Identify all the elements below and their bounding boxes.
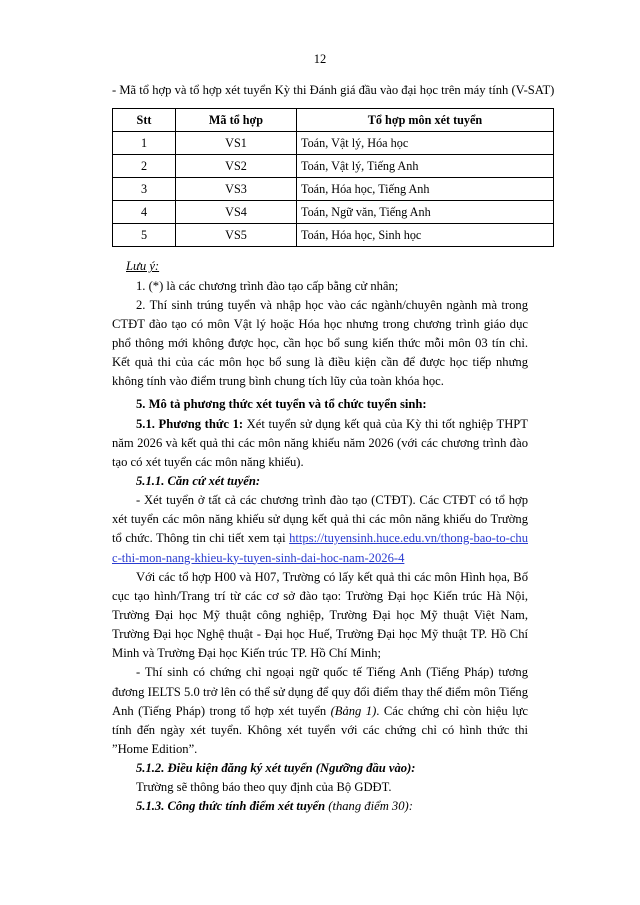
cell-subjects: Toán, Vật lý, Hóa học — [297, 132, 554, 155]
section-511-heading: 5.1.1. Căn cứ xét tuyển: — [136, 473, 261, 488]
section-511-text-c2: . Các chứng chỉ còn hiệu lực tính đến ngày xét tuyển. Không xét tuyển với các chứng chỉ có hình thức thi ”Home Edition”. — [112, 703, 529, 756]
section-5-heading: 5. Mô tả phương thức xét tuyển và tổ chức tuyển sinh: — [136, 397, 427, 412]
cell-subjects: Toán, Hóa học, Sinh học — [297, 224, 554, 247]
cell-stt: 2 — [113, 155, 176, 178]
notes-label-par — [112, 257, 528, 276]
table-header-row — [113, 109, 554, 132]
page-number: 12 — [313, 52, 327, 66]
table-row — [113, 224, 554, 247]
method-1-text: Xét tuyển sử dụng kết quả của Kỳ thi tốt nghiệp THPT năm 2026 và kết quả thi các môn năng khiếu năm 2026 (với các chương trình đào tạo có xét tuyển các môn năng khiếu). — [112, 416, 528, 469]
cell-subjects: Toán, Vật lý, Tiếng Anh — [297, 155, 554, 178]
column-header-stt: Stt — [113, 109, 176, 132]
method-1-paragraph — [112, 415, 528, 472]
cell-subjects: Toán, Hóa học, Tiếng Anh — [297, 178, 554, 201]
method-1-label: 5.1. Phương thức 1: — [136, 416, 244, 431]
section-512-heading: 5.1.2. Điều kiện đăng ký xét tuyển (Ngưỡng đầu vào): — [136, 761, 416, 776]
cell-stt: 5 — [113, 224, 176, 247]
cell-code: VS1 — [176, 132, 297, 155]
table-row — [113, 178, 554, 201]
cell-code: VS3 — [176, 178, 297, 201]
section-513-title: 5.1.3. Công thức tính điểm xét tuyển — [136, 799, 326, 814]
table-row — [113, 132, 554, 155]
note-item-1: 1. (*) là các chương trình đào tạo cấp bằng cử nhân; — [136, 278, 399, 293]
intro-line: - Mã tổ hợp và tổ hợp xét tuyển Kỳ thi Đánh giá đầu vào đại học trên máy tính (V-SAT) — [112, 83, 555, 97]
cell-subjects: Toán, Ngữ văn, Tiếng Anh — [297, 201, 554, 224]
table-row — [113, 155, 554, 178]
cell-stt: 3 — [113, 178, 176, 201]
note-item-2: 2. Thí sinh trúng tuyển và nhập học vào các ngành/chuyên ngành mà trong CTĐT đào tạo có môn Vật lý hoặc Hóa học nhưng trong chương trình giáo dục phổ thông mới không được học, cần học bổ sung kiến thức mỗi môn 03 tín chỉ. Kết quả thi của các môn học bổ sung là điều kiện cần để được học tiếp nhưng không tính vào điểm trung bình chung tích lũy của toàn khóa học. — [112, 297, 528, 389]
section-511-paragraph-c — [112, 663, 528, 759]
section-513-heading — [112, 797, 528, 816]
section-512-paragraph: Trường sẽ thông báo theo quy định của Bộ GDĐT. — [136, 780, 392, 795]
cell-code: VS4 — [176, 201, 297, 224]
cell-code: VS2 — [176, 155, 297, 178]
column-header-subjects: Tổ hợp môn xét tuyển — [297, 109, 554, 132]
column-header-code: Mã tổ hợp — [176, 109, 297, 132]
notes-label: Lưu ý: — [126, 259, 160, 274]
admission-info-link[interactable]: https://tuyensinh.huce.edu.vn/thong-bao-to-chuc-thi-mon-nang-khieu-ky-tuyen-sinh-dai-hoc-nam-2026-4 — [112, 531, 528, 565]
table-row — [113, 201, 554, 224]
cell-code: VS5 — [176, 224, 297, 247]
section-513-scale: (thang điểm 30): — [325, 799, 413, 814]
section-511-paragraph-b: Với các tổ hợp H00 và H07, Trường có lấy kết quả thi các môn Hình họa, Bố cục tạo hình/Trang trí từ các cơ sở đào tạo: Trường Đại học Kiến trúc Hà Nội, Trường Đại học Mỹ thuật công nghiệp, Trường Đại học Mỹ thuật Việt Nam, Trường Đại học Nghệ thuật - Đại học Huế, Trường Đại học Mỹ thuật TP. Hồ Chí Minh và Trường Đại học Kiến trúc TP. Hồ Chí Minh; — [112, 569, 528, 661]
section-511-text-c1: - Thí sinh có chứng chỉ ngoại ngữ quốc tế Tiếng Anh (Tiếng Pháp) tương đương IELTS 5.0 trở lên có thể sử dụng để quy đổi điểm thay thế điểm môn Tiếng Anh (Tiếng Pháp) trong tổ hợp xét tuyển — [112, 665, 528, 718]
cell-stt: 1 — [113, 132, 176, 155]
combination-table — [112, 108, 554, 247]
table-reference: (Bảng 1) — [330, 703, 377, 718]
section-511-text-a: - Xét tuyển ở tất cả các chương trình đào tạo (CTĐT). Các CTĐT có tổ hợp xét tuyển các môn năng khiếu sử dụng kết quả thi các môn năng khiếu do Trường tổ chức. Thông tin chi tiết xem tại — [112, 493, 528, 546]
cell-stt: 4 — [113, 201, 176, 224]
section-511-paragraph-a — [112, 491, 528, 568]
